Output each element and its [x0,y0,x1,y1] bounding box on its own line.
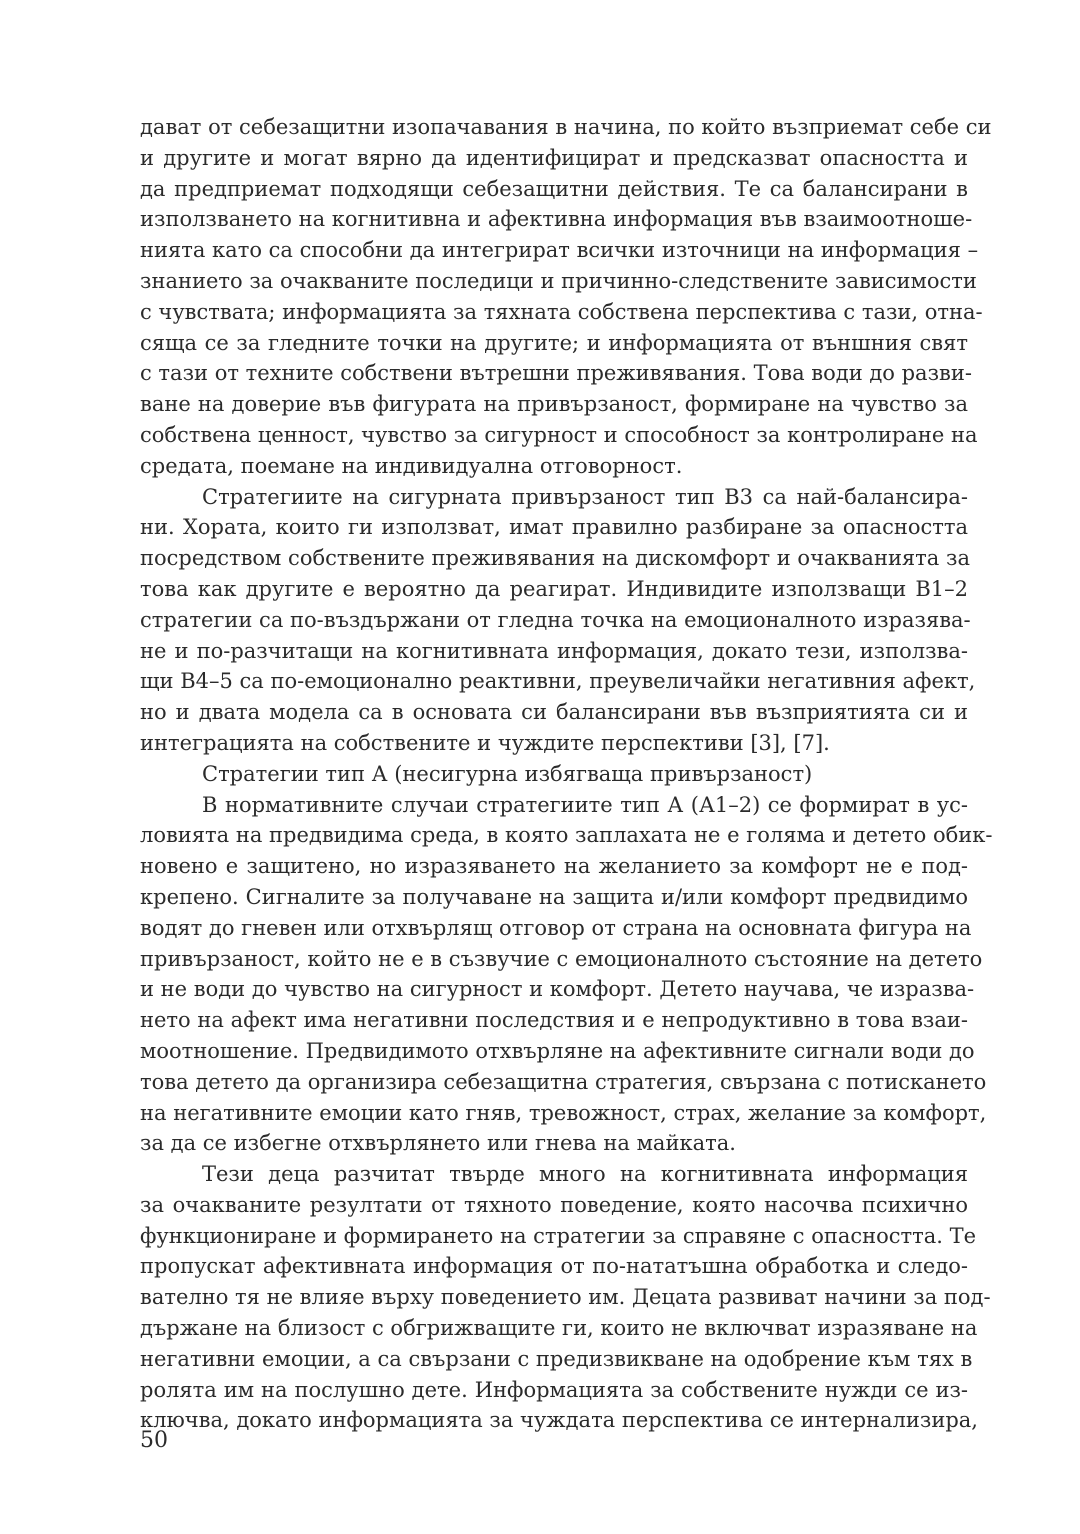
text-line: това детето да организира себезащитна стратегия, свързана с потискането [140,1069,987,1094]
paragraph [140,112,992,482]
text-line: и другите и могат вярно да идентифицират и предсказват опасността и [140,145,968,170]
text-line: не и по-разчитащи на когнитивната информация, докато тези, използва- [140,638,968,663]
text-line: функциониране и формирането на стратегии за справяне с опасността. Те [140,1223,977,1248]
paragraph [140,482,976,759]
text-line: крепено. Сигналите за получаване на защита и/или комфорт предвидимо [140,884,968,909]
text-line: средата, поемане на индивидуална отговорност. [140,453,683,478]
text-line: дават от себезащитни изопачавания в начина, по който възприемат себе си [140,115,992,139]
text-line: на негативните емоции като гняв, тревожност, страх, желание за комфорт, [140,1100,987,1125]
text-line: ване на доверие във фигурата на привързаност, формиране на чувство за [140,392,968,417]
text-line: с тази от техните собствени вътрешни преживявания. Това води до разви- [140,361,972,386]
text-line: новено е защитено, но изразяването на желанието за комфорт не е под- [140,854,968,879]
text-line: В нормативните случаи стратегиите тип А (А1–2) се формират в ус- [202,792,968,817]
text-line: държане на близост с обгрижващите ги, които не включват изразяване на [140,1316,978,1341]
text-line: Стратегии тип А (несигурна избягваща привързаност) [202,761,813,786]
paragraph [140,790,993,1160]
text-line: сяща се за гледните точки на другите; и информацията от външния свят [140,330,968,355]
text-line: негативни емоции, а са свързани с предизвикване на одобрение към тях в [140,1346,973,1371]
text-line: стратегии са по-въздържани от гледна точка на емоционалното изразява- [140,607,971,632]
body-text [140,112,993,1436]
text-line: вателно тя не влияе върху поведението им. Децата развиват начини за под- [140,1285,991,1310]
text-line: използването на когнитивна и афективна информация във взаимоотноше- [140,207,973,232]
text-line: нията като са способни да интегрират всички източници на информация – [140,238,979,263]
paragraph [140,759,968,790]
text-line: и не води до чувство на сигурност и комфорт. Детето научава, че изразва- [140,977,975,1002]
text-line: с чувствата; информацията за тяхната собствена перспектива с тази, отна- [140,299,983,324]
text-line: но и двата модела са в основата си балансирани във възприятията си и [140,700,968,725]
text-line: Тези деца разчитат твърде много на когнитивната информация [202,1162,968,1187]
text-line: пропускат афективната информация от по-нататъшна обработка и следо- [140,1254,968,1279]
text-line: за да се избегне отхвърлянето или гнева на майката. [140,1131,736,1156]
text-line: ловията на предвидима среда, в която заплахата не е голяма и детето обик- [140,823,993,848]
text-line: привързаност, който не е в съзвучие с емоционалното състояние на детето [140,946,983,971]
text-line: моотношение. Предвидимото отхвърляне на афективните сигнали води до [140,1038,975,1063]
text-line: да предприемат подходящи себезащитни действия. Те са балансирани в [140,176,968,201]
paragraph [140,1159,991,1436]
text-line: ни. Хората, които ги използват, имат правилно разбиране за опасността [140,515,968,540]
text-line: щи В4–5 са по-емоционално реактивни, преувеличайки негативния афект, [140,669,976,694]
text-line: знанието за очакваните последици и причинно-следствените зависимости [140,268,977,293]
text-line: собствена ценност, чувство за сигурност и способност за контролиране на [140,422,978,447]
text-line: интеграцията на собствените и чуждите перспективи [3], [7]. [140,730,830,755]
text-line: водят до гневен или отхвърлящ отговор от страна на основната фигура на [140,915,972,940]
text-line: ключва, докато информацията за чуждата перспектива се интернализира, [140,1408,978,1433]
text-line: посредством собствените преживявания на дискомфорт и очакванията за [140,546,970,571]
text-line: това как другите е вероятно да реагират. Индивидите използващи В1–2 [140,576,968,601]
text-line: ролята им на послушно дете. Информацията за собствените нужди се из- [140,1377,968,1402]
text-line: нето на афект има негативни последствия и е непродуктивно в това взаи- [140,1008,968,1033]
text-line: за очакваните резултати от тяхното поведение, която насочва психично [140,1192,968,1217]
page-number: 50 [140,1428,168,1453]
text-line: Стратегиите на сигурната привързаност тип В3 са най-балансира- [202,484,968,509]
